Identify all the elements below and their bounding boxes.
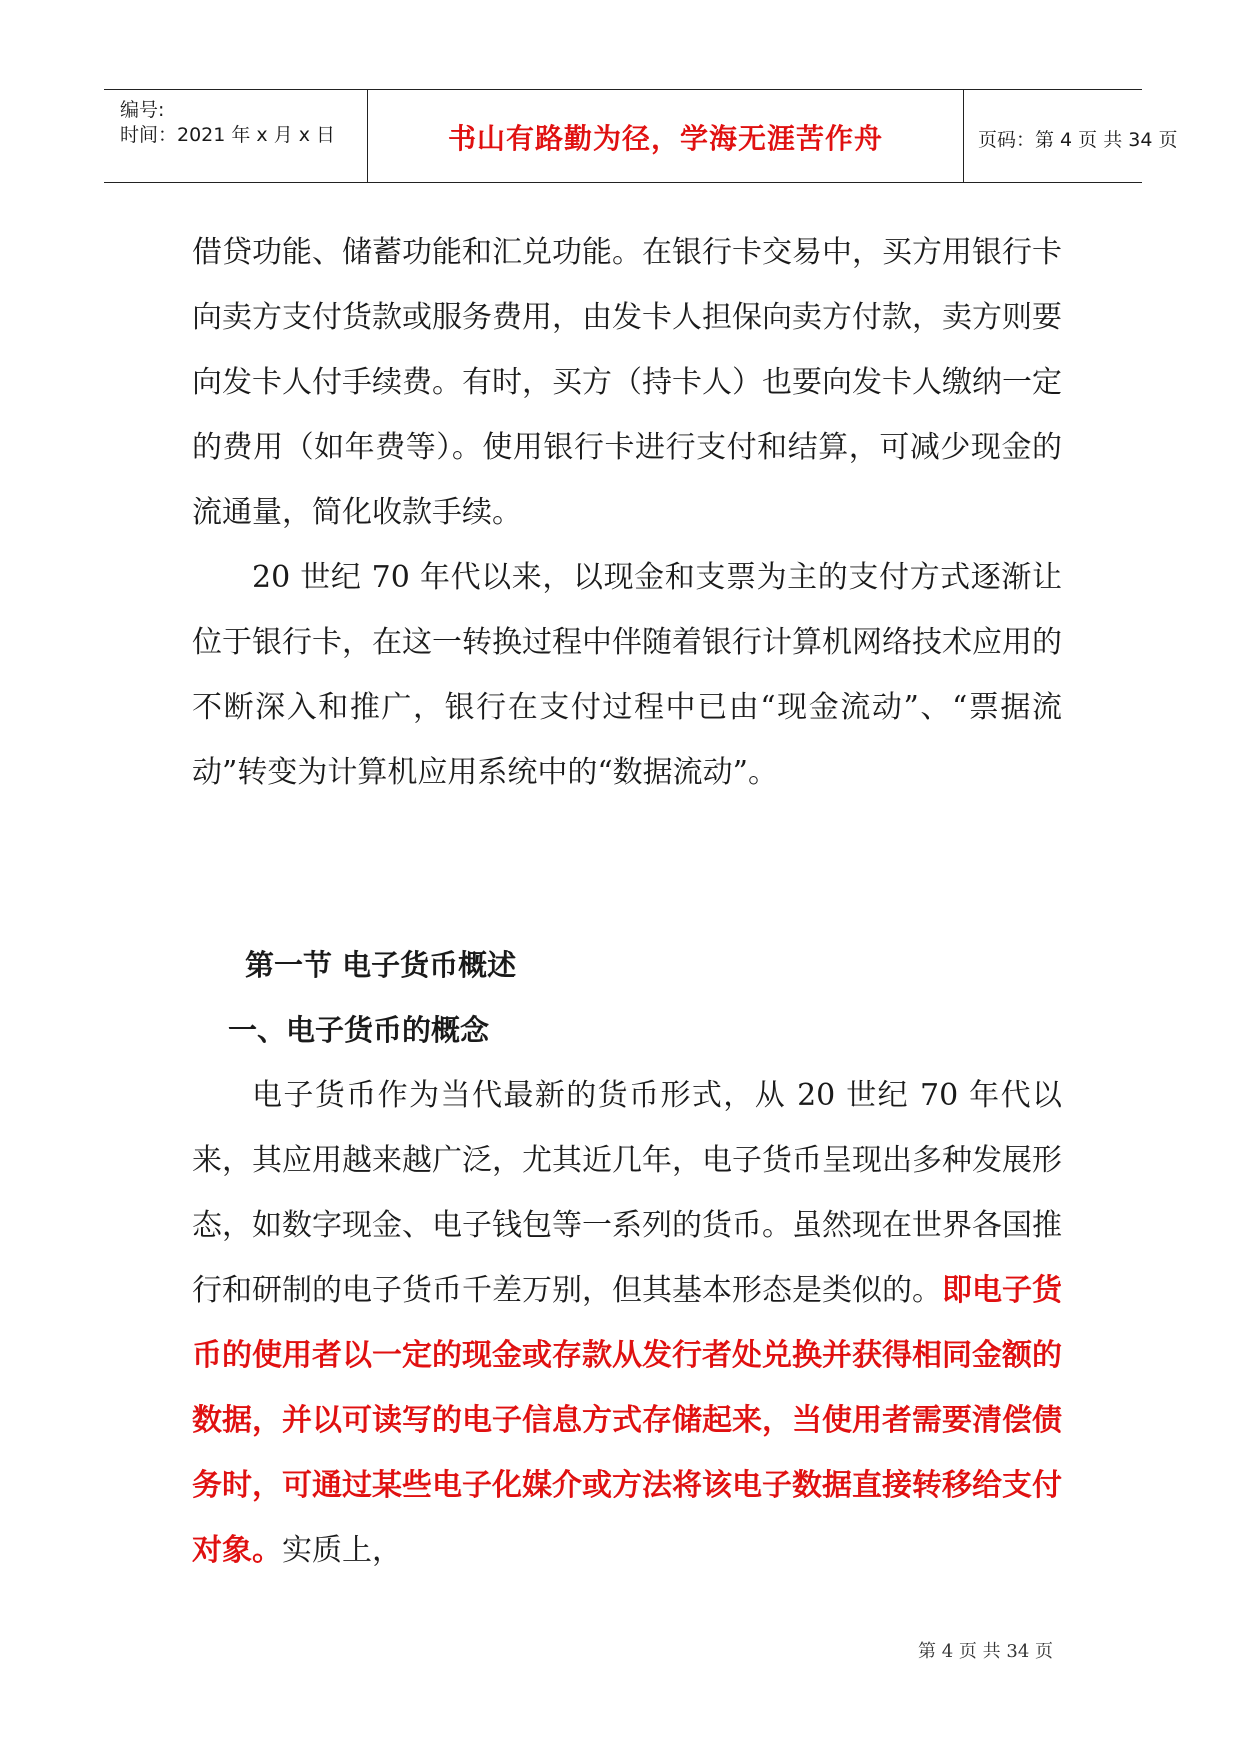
body-content-top — [192, 220, 1062, 805]
section-title: 第一节 电子货币概述 — [245, 948, 517, 982]
header-meta-cell — [104, 90, 368, 182]
header-page-code: 页码：第 4 页 共 34 页 — [978, 129, 1178, 151]
document-time-label: 时间：2021 年 x 月 x 日 — [120, 124, 336, 146]
subsection-title: 一、电子货币的概念 — [228, 1013, 490, 1047]
header-motto-cell — [368, 90, 964, 182]
paragraph-bank-card-functions: 借贷功能、储蓄功能和汇兑功能。在银行卡交易中，买方用银行卡向卖方支付货款或服务费用，由发卡人担保向卖方付款，卖方则要向发卡人付手续费。有时，买方（持卡人）也要向发卡人缴纳一定的费用（如年费等）。使用银行卡进行支付和结算，可减少现金的流通量，简化收款手续。 — [192, 235, 1062, 530]
paragraph-tail-text: 实质上， — [282, 1533, 402, 1568]
header-page-cell — [964, 90, 1178, 182]
body-content-bottom — [192, 1063, 1062, 1583]
paragraph-highlighted-definition: 即电子货币的使用者以一定的现金或存款从发行者处兑换并获得相同金额的数据，并以可读写的电子信息方式存储起来，当使用者需要清偿债务时，可通过某些电子化媒介或方法将该电子数据直接转移给支付对象。 — [192, 1273, 1062, 1568]
paragraph-payment-history: 20 世纪 70 年代以来，以现金和支票为主的支付方式逐渐让位于银行卡，在这一转换过程中伴随着银行计算机网络技术应用的不断深入和推广，银行在支付过程中已由“现金流动”、“票据流动”转变为计算机应用系统中的“数据流动”。 — [192, 560, 1062, 790]
header-motto: 书山有路勤为径，学海无涯苦作舟 — [447, 122, 883, 155]
paragraph-normal-text: 电子货币作为当代最新的货币形式，从 20 世纪 70 年代以来，其应用越来越广泛，尤其近几年，电子货币呈现出多种发展形态，如数字现金、电子钱包等一系列的货币。虽然现在世界各国推行和研制的电子货币千差万别，但其基本形态是类似的。 — [192, 1078, 1062, 1308]
document-number-label: 编号: — [120, 99, 165, 121]
document-header — [104, 89, 1178, 183]
page-footer: 第 4 页 共 34 页 — [918, 1641, 1053, 1662]
paragraph-e-money-concept — [192, 1063, 1062, 1583]
